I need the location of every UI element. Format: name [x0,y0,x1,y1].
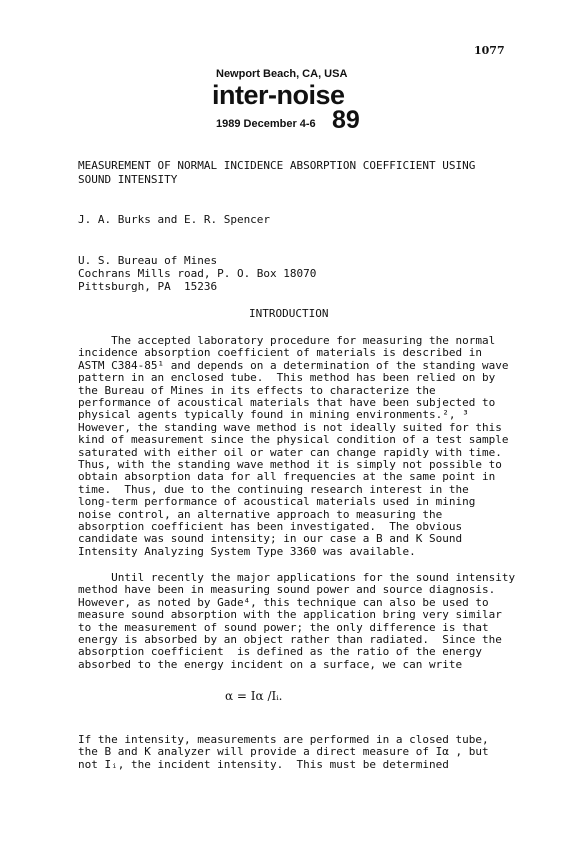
affiliation-line-1: U. S. Bureau of Mines [78,254,218,267]
conference-year-mark: 89 [332,106,360,134]
section-heading: INTRODUCTION [249,307,329,320]
text-line: However, as noted by Gade⁴, this technique can also be used to [78,595,489,609]
text-line: performance of acoustical materials that have been subjected to [78,396,496,409]
text-line: time. Thus, due to the continuing research interest in the [78,482,469,496]
text-line: incidence absorption coefficient of materials is described in [78,346,482,360]
conference-location: Newport Beach, CA, USA [216,68,348,80]
text-line: The accepted laboratory procedure for measuring the normal [78,334,496,347]
text-line: physical agents typically found in mining environments.², ³ [78,408,469,422]
conference-logo: inter-noise [212,80,345,110]
conference-dates: 1989 December 4-6 [216,118,316,130]
text-line: noise control, an alternative approach to measuring the [78,507,443,521]
text-line: obtain absorption data for all frequencies at the same point in [78,470,496,484]
text-line: kind of measurement since the physical condition of a test sample [78,433,509,447]
text-line: pattern in an enclosed tube. This method has been relied on by [78,371,496,385]
affiliation-line-2: Cochrans Mills road, P. O. Box 18070 [78,267,317,280]
text-line: However, the standing wave method is not ideally suited for this [78,420,502,434]
text-line: candidate was sound intensity; in our case a B and K Sound [78,532,463,546]
absorption-equation: α = Iα /Iᵢ. [225,689,283,703]
text-line: Intensity Analyzing System Type 3360 was available. [78,544,416,558]
text-line: the Bureau of Mines in its effects to characterize the [78,383,436,397]
text-line: the B and K analyzer will provide a direct measure of Iα , but [78,745,489,759]
text-line: method have been in measuring sound power and source diagnosis. [78,583,496,597]
text-line: absorption coefficient is defined as the ratio of the energy [78,645,482,659]
authors: J. A. Burks and E. R. Spencer [78,213,271,226]
paper-title-line-2: SOUND INTENSITY [78,173,178,186]
text-line: saturated with either oil or water can change rapidly with time. [78,445,502,459]
affiliation-line-3: Pittsburgh, PA 15236 [78,280,218,293]
paper-title-line-1: MEASUREMENT OF NORMAL INCIDENCE ABSORPTION COEFFICIENT USING [78,159,476,172]
page-number: 1077 [474,44,505,57]
text-line: absorbed to the energy incident on a surface, we can write [78,657,463,671]
text-line: ASTM C384-85¹ and depends on a determination of the standing wave [78,358,509,372]
text-line: to the measurement of sound power; the only difference is that [78,620,489,634]
text-line: absorption coefficient has been investigated. The obvious [78,520,463,533]
text-line: Until recently the major applications for the sound intensity [78,571,516,584]
text-line: energy is absorbed by an object rather than radiated. Since the [78,633,502,646]
text-line: Thus, with the standing wave method it is simply not possible to [78,458,502,471]
text-line: long-term performance of acoustical materials used in mining [78,495,476,509]
text-line: If the intensity, measurements are performed in a closed tube, [78,733,489,746]
text-line: measure sound absorption with the application bring very similar [78,608,502,622]
text-line: not Iᵢ, the incident intensity. This must be determined [78,757,449,771]
